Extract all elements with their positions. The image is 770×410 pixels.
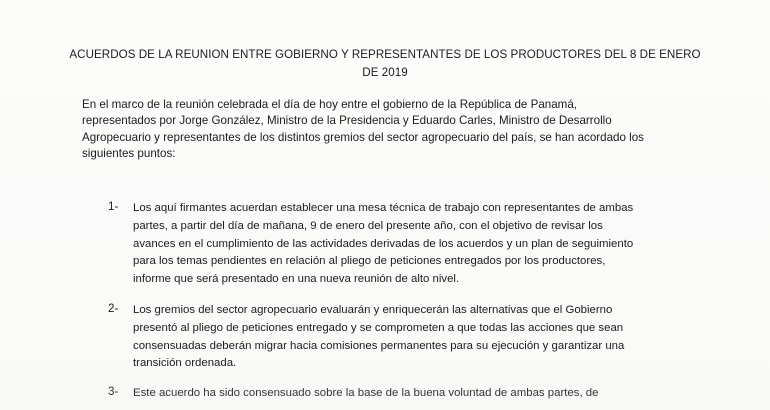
item-line: avances en el cumplimiento de las actividades derivadas de los acuerdos y un plan de seguimiento [133,237,634,250]
item-text [133,302,693,373]
item-line: Los aquí firmantes acuerdan establecer una mesa técnica de trabajo con representantes de ambas [133,202,634,214]
intro-line: En el marco de la reunión celebrada el día de hoy entre el gobierno de la República de Panamá, [82,98,577,111]
item-number: 1- [108,200,119,213]
item-number: 2- [108,302,119,315]
intro-paragraph [82,97,682,162]
item-line: partes, a partir del día de mañana, 9 de enero del presente año, con el objetivo de revisar los [133,219,603,232]
item-line: consensuadas deberán migrar hacia comisiones permanentes para su ejecución y garantizar una [133,339,625,352]
item-line: informe que será presentado en una nueva reunión de alto nivel. [133,273,460,286]
item-text [133,385,693,403]
item-number: 3- [108,385,119,398]
item-line: presentó al pliego de peticiones entregado y se comprometen a que todas las acciones que sean [133,321,624,334]
item-line: para los temas pendientes en relación al pliego de peticiones entregados por los productores, [133,255,606,268]
intro-line: representados por Jorge González, Ministro de la Presidencia y Eduardo Carles, Ministro de Desarrollo [82,114,612,128]
item-line: transición ordenada. [133,357,237,370]
item-line: Los gremios del sector agropecuario evaluarán y enriquecerán las alternativas que el Gobierno [133,304,613,316]
title-line-2: DE 2019 [362,66,408,79]
intro-line: siguientes puntos: [82,146,176,160]
intro-line: Agropecuario y representantes de los distintos gremios del sector agropecuario del país, se han acordado los [82,130,644,144]
item-text [133,200,693,289]
item-line: Este acuerdo ha sido consensuado sobre la base de la buena voluntad de ambas partes, de [133,387,599,399]
title-line-1: ACUERDOS DE LA REUNION ENTRE GOBIERNO Y REPRESENTANTES DE LOS PRODUCTORES DEL 8 DE ENERO [69,48,701,61]
document-title [60,46,710,82]
